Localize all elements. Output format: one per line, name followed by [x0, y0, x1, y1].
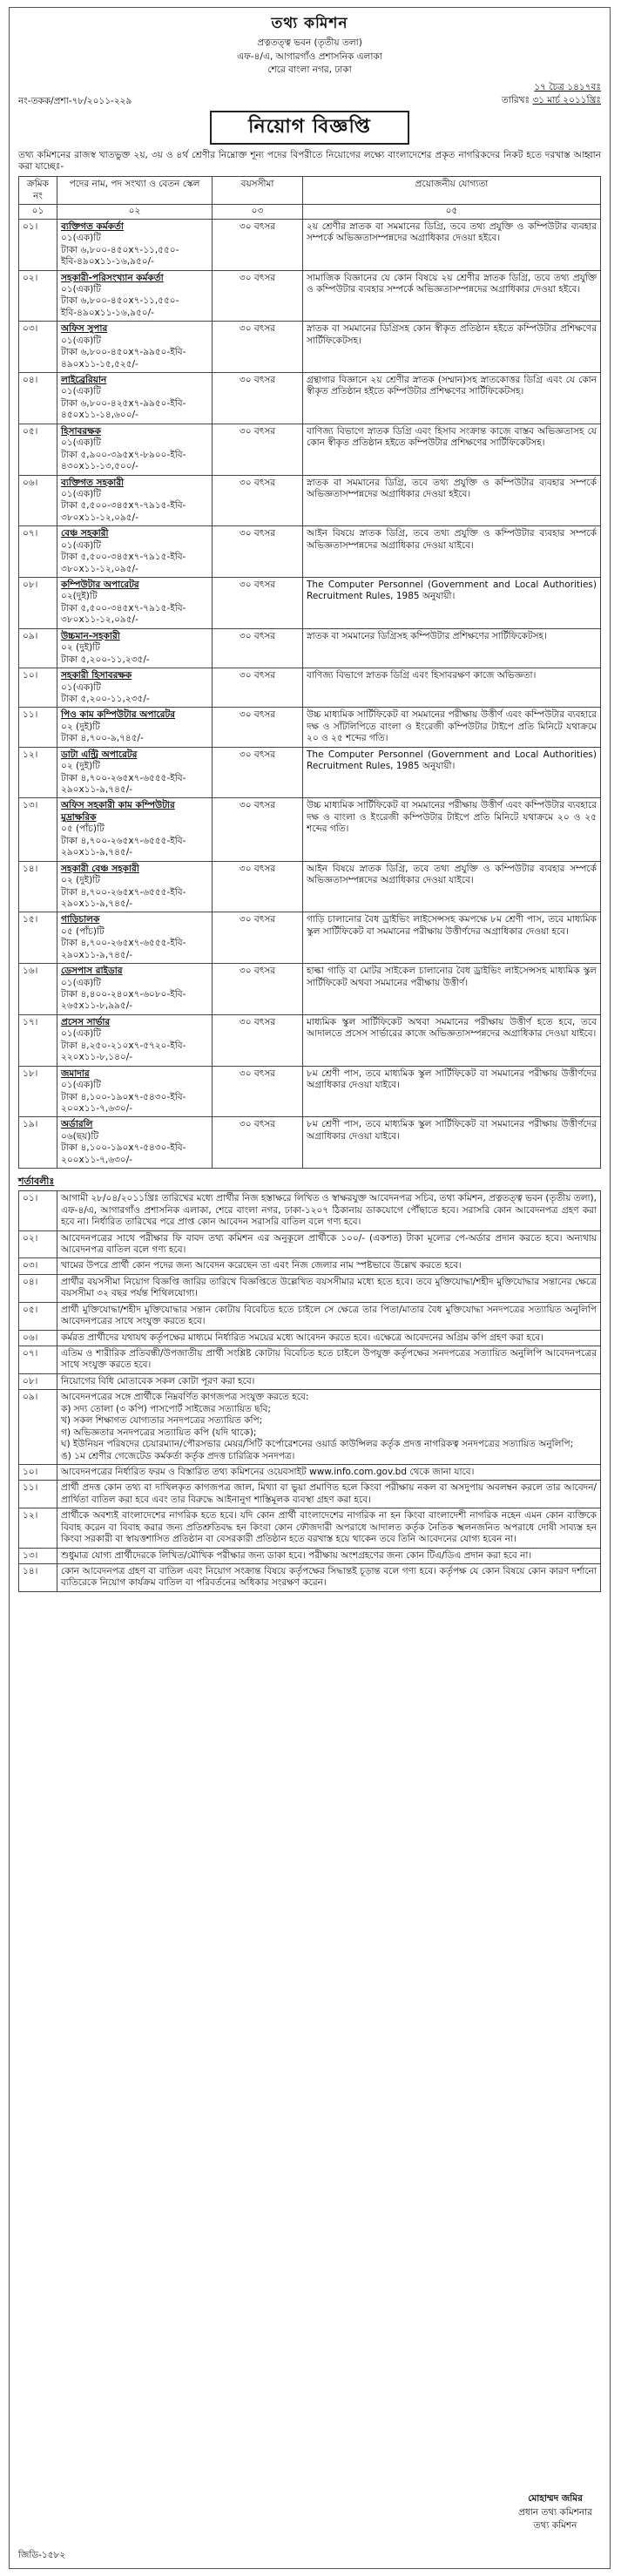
- post-name: হিসাবরক্ষক: [61, 425, 101, 437]
- term-number: ০৩।: [19, 1258, 57, 1274]
- address-line-1: প্রত্নতত্ত্ব ভবন (তৃতীয় তলা): [257, 37, 362, 48]
- post-detail: ০৫ (পাঁচ)টি টাকা ৪,৭০০-২৬৫x৭-৬৫৫৫-ইবি- ২৯০x১১-৯,৭৪৫/-: [61, 925, 186, 960]
- row-serial: ০৮।: [19, 578, 57, 629]
- post-cell: [57, 964, 213, 1015]
- row-serial: ০৪।: [19, 373, 57, 424]
- table-row: [19, 668, 601, 708]
- row-serial: ১৬।: [19, 964, 57, 1015]
- date-block: [502, 81, 601, 107]
- term-text: কর্মরত প্রার্থীদের যথাযথ কর্তৃপক্ষের মাধ্যমে নির্ধারিত সময়ের মধ্যে আবেদন করতে হবে। এক্ষেত্রে আবেদনের অগ্রিম কপি গ্রহণ করা হবে।: [57, 1330, 601, 1346]
- post-detail: ০১(এক)টি টাকা ৫,২০০-১১,২৩৫/-: [61, 681, 150, 704]
- term-number: ০৬।: [19, 1330, 57, 1346]
- term-row: [19, 1390, 601, 1465]
- post-cell: [57, 1066, 213, 1117]
- qualification: ৮ম শ্রেণী পাস, তবে মাধ্যমিক স্কুল সার্টিফিকেট বা সমমানের পরীক্ষায় উত্তীর্ণদের অগ্রাধিকার দেওয়া যাইবে।: [303, 1066, 601, 1117]
- term-number: ০৭।: [19, 1346, 57, 1374]
- post-detail: ০১(এক)টি টাকা ৫,৯০০-৩৯৫x৭-৮৯০০-ইবি- ৪৩০x১১-১৩,৫০০/-: [61, 437, 186, 472]
- age-limit: ৩০ বৎসর: [213, 322, 303, 373]
- post-name: সহকারী বেঞ্চ সহকারী: [61, 863, 139, 874]
- term-row: [19, 1548, 601, 1563]
- table-row: [19, 322, 601, 373]
- table-header-row: [19, 177, 601, 205]
- post-cell: [57, 475, 213, 526]
- age-limit: ৩০ বৎসর: [213, 424, 303, 475]
- qualification: স্নাতক বা সমমানের ডিগ্রিসহ কোন স্বীকৃত প্রতিষ্ঠান হইতে কম্পিউটার প্রশিক্ষণের সার্টিফিকেটসহ।: [303, 322, 601, 373]
- row-serial: ০১।: [19, 219, 57, 270]
- term-number: ১২।: [19, 1508, 57, 1548]
- terms-title: শর্তাবলীঃ: [18, 1176, 55, 1188]
- col-header-qualification: প্রয়োজনীয় যোগ্যতা: [303, 177, 601, 205]
- post-name: অফিস সুপার: [61, 323, 108, 335]
- date-bangla: ১৭ চৈত্র ১৪১৭বঃ: [534, 82, 601, 92]
- post-detail: ০২ (দুই)টি টাকা ৪,৭০০-২৬৫x৭-৬৫৫৫-ইবি- ২৯০x১১-৯,৭৪৫/-: [61, 875, 186, 909]
- term-text: এতিম ও শারীরিক প্রতিবন্ধী/উপজাতীয় প্রার্থী সংশ্লিষ্ট কোটায় বিবেচিত হতে চাইলে উপযুক্ত কর্তৃপক্ষের সনদপত্রের সত্যায়িত অনুলিপি আবেদনপত্রের সাথে সংযুক্ত করতে হবে।: [57, 1346, 601, 1374]
- age-limit: ৩০ বৎসর: [213, 1117, 303, 1169]
- col-index: ০১: [19, 205, 57, 219]
- term-number: ০১।: [19, 1191, 57, 1230]
- post-detail: ০১(এক)টি টাকা ৬,৮০০-৪৫০x৭-৯৯৫০-ইবি- ৪৯০x১১-১৫,৫২৫/-: [61, 335, 186, 369]
- age-limit: ৩০ বৎসর: [213, 219, 303, 270]
- post-name: লাইব্রেরিয়ান: [61, 375, 107, 386]
- date-label: তারিখঃ: [501, 95, 530, 106]
- term-number: ০৯।: [19, 1390, 57, 1465]
- post-name: সহকারী-পরিসংখ্যান কর্মকর্তা: [61, 272, 164, 283]
- post-name: জমাদার: [61, 1068, 90, 1079]
- term-row: [19, 1274, 601, 1302]
- table-row: [19, 747, 601, 798]
- table-row: [19, 1014, 601, 1066]
- table-row: [19, 1066, 601, 1117]
- row-serial: ১৮।: [19, 1066, 57, 1117]
- qualification: The Computer Personnel (Government and Local Authorities) Recruitment Rules, 1985 অনুযায়ী।: [303, 578, 601, 629]
- table-row: [19, 526, 601, 578]
- col-index: ০৩: [213, 205, 303, 219]
- table-row: [19, 219, 601, 270]
- table-row: [19, 964, 601, 1015]
- post-name: উচ্চমান-সহকারী: [61, 630, 120, 641]
- col-index: ০৫: [303, 205, 601, 219]
- qualification: হাল্কা গাড়ি বা মোটর সাইকেল চালানোর বৈধ ড্রাইভিং লাইসেন্সসহ মাধ্যমিক স্কুল সার্টিফিকেট অথবা সমমানের পরীক্ষায় উত্তীর্ণ।: [303, 964, 601, 1015]
- org-address: [18, 37, 601, 78]
- date-english: ৩১ মার্চ ২০১১খ্রিঃ: [532, 95, 601, 106]
- row-serial: ০৩।: [19, 322, 57, 373]
- term-row: [19, 1564, 601, 1592]
- age-limit: ৩০ বৎসর: [213, 708, 303, 747]
- term-number: ১৩।: [19, 1548, 57, 1563]
- qualification: স্নাতক বা সমমানের ডিগ্রি, তবে তথ্য প্রযুক্তি ও কম্পিউটার ব্যবহার সম্পর্কে অভিজ্ঞতাসম্পন্নদের অগ্রাধিকার দেওয়া হইবে।: [303, 475, 601, 526]
- age-limit: ৩০ বৎসর: [213, 578, 303, 629]
- row-serial: ১০।: [19, 668, 57, 708]
- post-cell: [57, 747, 213, 798]
- post-detail: ০১(এক)টি টাকা ৪,৪০০-২৪০x৭-৬০৮০-ইবি- ২৬৫x১১-৮,৯৯৫/-: [61, 977, 186, 1012]
- term-text: কোন আবেদনপত্র গ্রহণ বা বাতিল এবং নিয়োগ সংক্রান্ত বিষয়ে কর্তৃপক্ষের সিদ্ধান্তই চূড়ান্ত বলে গণ্য হবে। কর্তৃপক্ষ যে কোন বিষয়ে কোন কারণ দর্শানো ব্যতিরেকে নিয়োগ কার্যক্রম বাতিল বা পরিবর্তনের অধিকার সংরক্ষণ করেন।: [57, 1564, 601, 1592]
- qualification: বাণিজ্য বিভাগে স্নাতক ডিগ্রি এবং হিসাব সংক্রান্ত কাজে বাস্তব অভিজ্ঞতাসহ যে কোন স্বীকৃত প্রতিষ্ঠান হইতে কম্পিউটার প্রশিক্ষণের সার্টিফিকেটসহ।: [303, 424, 601, 475]
- table-row: [19, 861, 601, 912]
- term-text: আগামী ২৮/০৪/২০১১খ্রিঃ তারিখের মধ্যে প্রার্থীর নিজ হস্তাক্ষরে লিখিত ও স্বাক্ষরযুক্ত আবেদনপত্র সচিব, তথ্য কমিশন, প্রত্নতত্ত্ব ভবন (তৃতীয় তলা), এফ-৪/এ, আগারগাঁও প্রশাসনিক এলাকা, শেরে বাংলা নগর, ঢাকা-১২০৭ ঠিকানায় ডাকযোগে পৌঁছাতে হবে। সরাসরি কোন আবেদনপত্র গ্রহণ করা হবে না। নির্ধারিত তারিখের পরে প্রাপ্ত কোন আবেদন সরাসরি বাতিল বলে গণ্য হবে।: [57, 1191, 601, 1230]
- post-cell: [57, 578, 213, 629]
- row-serial: ০২।: [19, 270, 57, 322]
- table-row: [19, 475, 601, 526]
- post-detail: ০২ (দুই)টি টাকা ৫,২০০-১১,২৩৫/-: [61, 642, 150, 665]
- post-name: কম্পিউটার অপারেটর: [61, 580, 139, 591]
- post-detail: ০২(দুই)টি টাকা ৫,৫০০-৩৪৫x৭-৭৯১৫-ইবি- ৩৮০x১১-১২,০৯৫/-: [61, 591, 186, 626]
- letterhead: [18, 15, 601, 78]
- post-cell: [57, 708, 213, 747]
- col-index: ০২: [57, 205, 213, 219]
- row-serial: ১৪।: [19, 861, 57, 912]
- notice-title-box: [18, 111, 601, 144]
- term-text: প্রার্থী মুক্তিযোদ্ধা/শহীদ মুক্তিযোদ্ধার সন্তান কোটায় বিবেচিত হতে চাইলে সে ক্ষেত্রে তার পিতা/মাতার বৈধ মুক্তিযোদ্ধা সনদপত্রের সত্যায়িত অনুলিপি আবেদনপত্রের সাথে সংযুক্ত করতে হবে।: [57, 1302, 601, 1330]
- age-limit: ৩০ বৎসর: [213, 270, 303, 322]
- term-row: [19, 1346, 601, 1374]
- qualification: ৮ম শ্রেণী পাস, তবে মাধ্যমিক স্কুল সার্টিফিকেট বা সমমানের পরীক্ষায় উত্তীর্ণদের অগ্রাধিকার দেওয়া যাইবে।: [303, 1117, 601, 1169]
- term-row: [19, 1464, 601, 1480]
- row-serial: ১৭।: [19, 1014, 57, 1066]
- qualification: উচ্চ মাধ্যমিক সার্টিফিকেট বা সমমানের পরীক্ষায় উত্তীর্ণ এবং কম্পিউটার ব্যবহারে দক্ষ ও বাংলা ও ইংরেজী কম্পিউটার টাইপে প্রতি মিনিটে যথাক্রমে ২০ ও ২৫ শব্দের গতি।: [303, 798, 601, 861]
- table-row: [19, 578, 601, 629]
- term-text: খামের উপরে প্রার্থী কোন পদের জন্য আবেদন করেছেন তা এবং নিজ জেলার নাম স্পষ্টভাবে উল্লেখ করতে হবে।: [57, 1258, 601, 1274]
- row-serial: ১২।: [19, 747, 57, 798]
- qualification: গ্রন্থাগার বিজ্ঞানে ২য় শ্রেণীর স্নাতক (সম্মান)সহ স্নাতকোত্তর ডিগ্রি এবং যে কোন স্বীকৃত প্রতিষ্ঠান হইতে কম্পিউটার প্রশিক্ষণের সার্টিফিকেটসহ।: [303, 373, 601, 424]
- row-serial: ১৫।: [19, 912, 57, 964]
- col-header-post: পদের নাম, পদ সংখ্যা ও বেতন স্কেল: [57, 177, 213, 205]
- post-name: অর্ডারলি: [61, 1119, 93, 1130]
- signatory-office: তথ্য কমিশন: [533, 2520, 577, 2532]
- post-cell: [57, 373, 213, 424]
- term-number: ১০।: [19, 1464, 57, 1480]
- post-name: অফিস সহকারী কাম কম্পিউটার মুদ্রাক্ষরিক: [61, 800, 175, 823]
- address-line-2: এফ-৪/এ, আগারগাঁও প্রশাসনিক এলাকা: [237, 51, 382, 62]
- post-name: গাড়িচালক: [61, 914, 100, 925]
- intro-text: তথ্য কমিশনের রাজস্ব খাতভুক্ত ২য়, ৩য় ও ৪র্থ শ্রেণীর নিম্নোক্ত শূন্য পদের বিপরীতে নিয়োগের লক্ষ্যে বাংলাদেশের প্রকৃত নাগরিকদের নিকট হতে দরখাস্ত আহ্বান করা যাচ্ছেঃ-: [18, 149, 601, 173]
- post-name: ডেসপাস রাইডার: [61, 966, 123, 977]
- signatory-name: মোহাম্মদ জমির: [528, 2492, 583, 2504]
- post-cell: [57, 322, 213, 373]
- age-limit: ৩০ বৎসর: [213, 668, 303, 708]
- table-row: [19, 424, 601, 475]
- term-row: [19, 1230, 601, 1258]
- signatory-title: প্রধান তথ্য কমিশনার: [518, 2506, 592, 2518]
- age-limit: ৩০ বৎসর: [213, 1066, 303, 1117]
- post-cell: [57, 861, 213, 912]
- post-detail: ০৬(ছয়)টি টাকা ৪,১০০-১৯০x৭-৫৪৩০-ইবি- ২০০x১১-৭,৬৩০/-: [61, 1130, 186, 1165]
- term-number: ০২।: [19, 1230, 57, 1258]
- post-name: ব্যক্তিগত কর্মকর্তা: [61, 220, 124, 232]
- org-name: তথ্য কমিশন: [271, 15, 348, 32]
- gd-reference: জিডি-১৫৮২: [18, 2549, 66, 2560]
- qualification: The Computer Personnel (Government and Local Authorities) Recruitment Rules, 1985 অনুযায়ী।: [303, 747, 601, 798]
- term-text: প্রার্থীকে অবশ্যই বাংলাদেশের নাগরিক হতে হবে। যদি কোন প্রার্থী বাংলাদেশের নাগরিক না হন কিংবা বাংলাদেশী নাগরিক নহেন এমন কোন ব্যক্তিকে বিবাহ করেন বা বিবাহ করার জন্য প্রতিশ্রুতিবদ্ধ হন কিংবা কোন ফৌজদারী অপরাধে আদালত কর্তৃক নৈতিক স্খলনজনিত অপরাধে দোষী সাব্যস্ত হন কিংবা সরকারী বা স্বায়ত্তশাসিত প্রতিষ্ঠান বা বেসরকারী প্রতিষ্ঠান হতে বরখাস্ত হয়ে থাকেন তবে তিনি আবেদনের যোগ্য হবেন না।: [57, 1508, 601, 1548]
- post-name: সহকারী হিসাবরক্ষক: [61, 670, 132, 681]
- post-detail: ০২ (দুই)টি টাকা ৪,৭০০-৯,৭৪৫/-: [61, 721, 144, 744]
- table-row: [19, 798, 601, 861]
- post-cell: [57, 219, 213, 270]
- post-detail: ০১(এক)টি টাকা ৬,৮০০-৪২৫x৭-৯৯৫০-ইবি- ৪৫০x১১-১৪,৬০০/-: [61, 386, 186, 421]
- signature-block: [518, 2492, 592, 2533]
- age-limit: ৩০ বৎসর: [213, 964, 303, 1015]
- row-serial: ০৭।: [19, 526, 57, 578]
- row-serial: ১৩।: [19, 798, 57, 861]
- row-serial: ০৬।: [19, 475, 57, 526]
- post-cell: [57, 668, 213, 708]
- age-limit: ৩০ বৎসর: [213, 912, 303, 964]
- post-detail: ০২ (দুই)টি টাকা ৪,৭০০-২৬৫x৭-৬৫৫৫-ইবি- ২৯০x১১-৯,৭৪৫/-: [61, 761, 186, 796]
- post-cell: [57, 526, 213, 578]
- memo-row: [18, 81, 601, 107]
- qualification: গাড়ি চালানোর বৈধ ড্রাইভিং লাইসেন্সসহ কমপক্ষে ৮ম শ্রেণী পাস, তবে মাধ্যমিক স্কুল সার্টিফিকেট বা সমমানের পরীক্ষায় উত্তীর্ণদের অগ্রাধিকার দেওয়া হবে।: [303, 912, 601, 964]
- post-cell: [57, 270, 213, 322]
- table-row: [19, 1117, 601, 1169]
- post-cell: [57, 1014, 213, 1066]
- term-row: [19, 1508, 601, 1548]
- notice-frame: [9, 7, 611, 2569]
- age-limit: ৩০ বৎসর: [213, 1014, 303, 1066]
- post-detail: ০৫ (পাঁচ)টি টাকা ৪,৭০০-২৬৫x৭-৬৫৫৫-ইবি- ২৯০x১১-৯,৭৪৫/-: [61, 824, 186, 858]
- post-name: ডাটা এন্ট্রি অপারেটর: [61, 749, 138, 760]
- row-serial: ১১।: [19, 708, 57, 747]
- post-name: বেঞ্চ সহকারী: [61, 528, 109, 539]
- term-number: ১১।: [19, 1481, 57, 1508]
- age-limit: ৩০ বৎসর: [213, 475, 303, 526]
- term-number: ০৮।: [19, 1373, 57, 1389]
- table-row: [19, 708, 601, 747]
- term-row: [19, 1481, 601, 1508]
- row-serial: ১৯।: [19, 1117, 57, 1169]
- terms-table-body: [19, 1191, 601, 1592]
- qualification: সামাজিক বিজ্ঞানের যে কোন বিষয়ে ২য় শ্রেণীর স্নাতক ডিগ্রি, তবে তথ্য প্রযুক্তি ও কম্পিউটার ব্যবহার সম্পর্কে অভিজ্ঞতাসম্পন্নদের অগ্রাধিকার দেওয়া হইবে।: [303, 270, 601, 322]
- row-serial: ০৯।: [19, 628, 57, 668]
- term-text: প্রার্থীর বয়সসীমা নিয়োগ বিজ্ঞপ্তি জারির তারিখে বিজ্ঞপ্তিতে উল্লেখিত বয়সসীমার মধ্যে হতে হবে। তবে মুক্তিযোদ্ধা/শহীদ মুক্তিযোদ্ধার সন্তানের ক্ষেত্রে বয়সসীমা ৩২ বছর পর্যন্ত শিথিলযোগ্য।: [57, 1274, 601, 1302]
- post-detail: ০১(এক)টি টাকা ৫,৫০০-৩৪৫x৭-৭৯১৫-ইবি- ৩৮০x১১-১২,০৯৫/-: [61, 488, 186, 523]
- post-detail: ০১(এক)টি টাকা ৪,১০০-১৯০x৭-৫৪৩০-ইবি- ২০০x১১-৭,৬৩০/-: [61, 1080, 186, 1114]
- term-text: নিয়োগের বিধি মোতাবেক সকল কোটা পূরণ করা হবে।: [57, 1373, 601, 1389]
- post-cell: [57, 798, 213, 861]
- age-limit: ৩০ বৎসর: [213, 747, 303, 798]
- terms-table: [18, 1190, 601, 1592]
- term-row: [19, 1373, 601, 1389]
- qualification: বাণিজ্য বিভাগে স্নাতক ডিগ্রি এবং হিসাবরক্ষণ কাজে অভিজ্ঞতা।: [303, 668, 601, 708]
- term-text: আবেদনপত্রের সাথে পরীক্ষার ফি বাবদ তথ্য কমিশন এর অনুকূলে প্রার্থীকে ১০০/- (একশত) টাকা মূল্যের পে-অর্ডার প্রদান করতে হবে। অন্যথায় আবেদনপত্র বাতিল বলে গণ্য হবে।: [57, 1230, 601, 1258]
- term-text: আবেদনপত্রের নির্ধারিত ফরম ও বিস্তারিত তথ্য কমিশনের ওয়েবসাইট www.info.com.gov.bd থেকে জানা যাবে।: [57, 1464, 601, 1480]
- term-number: ০৪।: [19, 1274, 57, 1302]
- term-row: [19, 1302, 601, 1330]
- qualification: উচ্চ মাধ্যমিক সার্টিফিকেট বা সমমানের পরীক্ষায় উত্তীর্ণ এবং কম্পিউটার ব্যবহারে দক্ষ ও সাঁটলিপিতে বাংলা ও ইংরেজী কম্পিউটার টাইপে প্রতি মিনিটে যথাক্রমে ২০ ও ২৫ শব্দের গতি।: [303, 708, 601, 747]
- age-limit: ৩০ বৎসর: [213, 373, 303, 424]
- term-row: [19, 1191, 601, 1230]
- qualification: আইন বিষয়ে স্নাতক ডিগ্রি, তবে তথ্য প্রযুক্তি ও কম্পিউটার ব্যবহার সম্পর্কে অভিজ্ঞতাসম্পন্নদের অগ্রাধিকার দেওয়া যাইবে।: [303, 526, 601, 578]
- term-number: ০৫।: [19, 1302, 57, 1330]
- term-text: শুধুমাত্র যোগ্য প্রার্থীদেরকে লিখিত/মৌখিক পরীক্ষার জন্য ডাকা হবে। পরীক্ষায় অংশগ্রহণের জন্য কোন টিএ/ডিএ প্রদান করা হবে না।: [57, 1548, 601, 1563]
- notice-title: নিয়োগ বিজ্ঞপ্তি: [210, 111, 409, 144]
- age-limit: ৩০ বৎসর: [213, 526, 303, 578]
- post-detail: ০১(এক)টি টাকা ৬,৮০০-৪৫০x৭-১১,৫৫০- ইবি-৪৯০x১১-১৬,৯৫০/-: [61, 233, 179, 268]
- col-header-serial: ক্রমিক নং: [19, 177, 57, 205]
- row-serial: ০৫।: [19, 424, 57, 475]
- table-row: [19, 912, 601, 964]
- qualification: মাধ্যমিক স্কুল সার্টিফিকেট অথবা সমমানের পরীক্ষায় উত্তীর্ণ হতে হবে, তবে আদালতে প্রসেস সার্ভারের কাজে অভিজ্ঞতাসম্পন্নদের অগ্রাধিকার দেওয়া যাইবে।: [303, 1014, 601, 1066]
- post-name: পিও কাম কম্পিউটার অপারেটর: [61, 709, 176, 721]
- post-detail: ০১(এক)টি টাকা ৫,৫০০-৩৪৫x৭-৭৯১৫-ইবি- ৩৮০x১১-১২,০৯৫/-: [61, 539, 186, 574]
- post-detail: ০১(এক)টি টাকা ৬,৮০০-৪৫০x৭-১১,৫৫০- ইবি-৪৯০x১১-১৬,৯৫০/-: [61, 283, 179, 318]
- posts-table-body: [19, 219, 601, 1168]
- memo-number: নং-তকক/প্রশা-৭৮/২০১১-২২৯: [18, 96, 132, 106]
- address-line-3: শেরে বাংলা নগর, ঢাকা: [267, 64, 352, 76]
- term-row: [19, 1258, 601, 1274]
- qualification: আইন বিষয়ে স্নাতক ডিগ্রি, তবে তথ্য প্রযুক্তি ও কম্পিউটার ব্যবহার সম্পর্কে অভিজ্ঞতাসম্পন্নদের অগ্রাধিকার দেওয়া যাইবে।: [303, 861, 601, 912]
- age-limit: ৩০ বৎসর: [213, 628, 303, 668]
- post-cell: [57, 1117, 213, 1169]
- table-index-row: [19, 205, 601, 219]
- posts-table: [18, 176, 601, 1169]
- term-number: ১৪।: [19, 1564, 57, 1592]
- post-cell: [57, 912, 213, 964]
- age-limit: ৩০ বৎসর: [213, 798, 303, 861]
- post-cell: [57, 424, 213, 475]
- table-row: [19, 628, 601, 668]
- col-header-age: বয়সসীমা: [213, 177, 303, 205]
- qualification: স্নাতক বা সমমানের ডিগ্রিসহ কম্পিউটার প্রশিক্ষণের সার্টিফিকেটসহ।: [303, 628, 601, 668]
- qualification: ২য় শ্রেণীর স্নাতক বা সমমানের ডিগ্রি, তবে তথ্য প্রযুক্তি ও কম্পিউটার ব্যবহার সম্পর্কে অভিজ্ঞতাসম্পন্নদের অগ্রাধিকার দেওয়া হইবে।: [303, 219, 601, 270]
- table-row: [19, 270, 601, 322]
- term-row: [19, 1330, 601, 1346]
- term-text: আবেদনপত্রের সঙ্গে প্রার্থীকে নিম্নবর্ণিত কাগজপত্র সংযুক্ত করতে হবে: ক) সদ্য তোলা (৩ কপি) পাসপোর্ট সাইজের সত্যায়িত ছবি; খ) সকল শিক্ষাগত যোগ্যতার সনদপত্রের সত্যায়িত কপি; গ) অভিজ্ঞতার সনদপত্রের সত্যায়িত কপি (যদি থাকে); ঘ) ইউনিয়ন পরিষদের চেয়ারম্যান/পৌরসভার মেয়র/সিটি কর্পোরেশনের ওয়ার্ড কাউন্সিলর কর্তৃক প্রদত্ত নাগরিকত্ব সনদপত্রের সত্যায়িত অনুলিপি; ঙ) ১ম শ্রেণীর গেজেটেড কর্মকর্তা কর্তৃক প্রদত্ত চারিত্রিক সনদপত্র।: [57, 1390, 601, 1465]
- post-detail: ০১(এক)টি টাকা ৪,২৫০-২১০x৭-৫৭২০-ইবি- ২২০x১১-৮,১৪০/-: [61, 1028, 186, 1063]
- age-limit: ৩০ বৎসর: [213, 861, 303, 912]
- post-name: ব্যক্তিগত সহকারী: [61, 477, 125, 488]
- table-row: [19, 373, 601, 424]
- post-cell: [57, 628, 213, 668]
- term-text: প্রার্থী প্রদত্ত কোন তথ্য বা দাখিলকৃত কাগজপত্র জাল, মিথ্যা বা ভুয়া প্রমাণিত হলে কিংবা পরীক্ষায় নকল বা অসদুপায় অবলম্বন করলে তার আবেদন/প্রার্থিতা বাতিল করা হবে এবং তার বিরুদ্ধে আইনানুগ শাস্তিমূলক ব্যবস্থা গ্রহণ করা হবে।: [57, 1481, 601, 1508]
- post-name: প্রসেস সার্ভার: [61, 1016, 111, 1027]
